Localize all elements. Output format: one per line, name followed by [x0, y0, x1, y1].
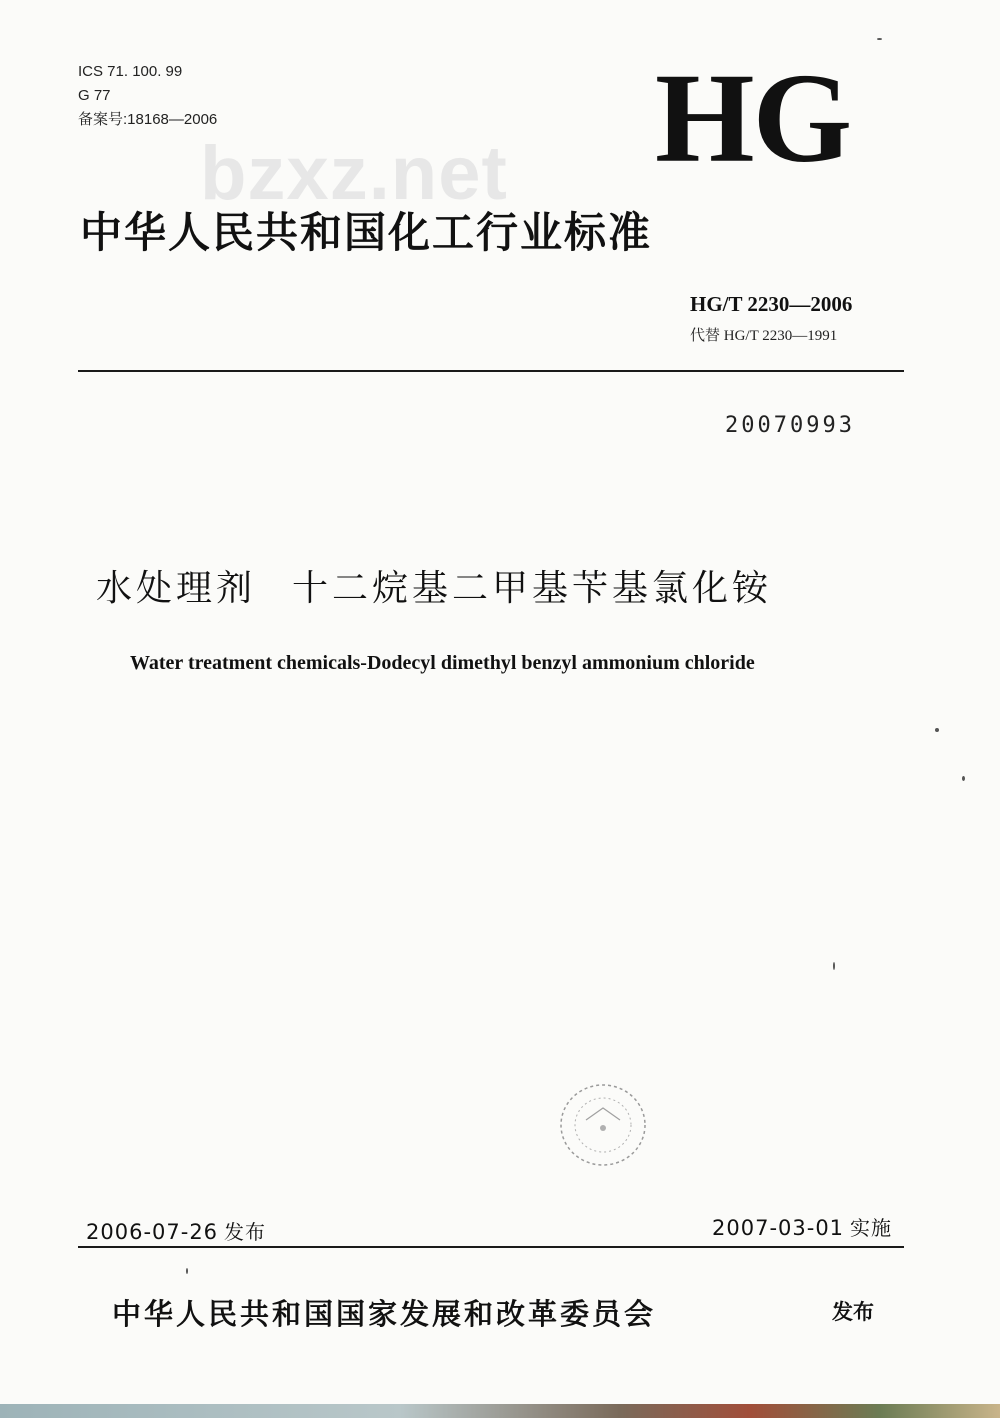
bottom-divider — [78, 1246, 904, 1248]
org-title: 中华人民共和国化工行业标准 — [80, 208, 653, 257]
ccs-code: G 77 — [78, 87, 111, 104]
title-cn-product: 十二烷基二甲基苄基氯化铵 — [292, 568, 773, 609]
standard-number: HG/T 2230—2006 — [690, 292, 853, 316]
watermark: bzxz.net — [200, 131, 508, 216]
document-title-cn — [96, 560, 916, 611]
seal-stamp-icon — [556, 1080, 650, 1170]
scan-speck — [877, 38, 882, 40]
ics-code: ICS 71. 100. 99 — [78, 63, 183, 80]
top-divider — [78, 370, 904, 372]
scan-bottom-edge — [0, 1404, 1000, 1418]
effective-date — [712, 1212, 892, 1241]
issuing-authority-suffix: 发布 — [832, 1300, 874, 1324]
scan-speck — [935, 728, 939, 732]
record-number: 备案号:18168—2006 — [78, 111, 218, 128]
issuing-authority: 中华人民共和国国家发展和改革委员会 — [112, 1297, 657, 1331]
title-cn-category: 水处理剂 — [96, 568, 257, 609]
effective-date-value: 2007-03-01 — [712, 1216, 845, 1240]
hg-logo: HG — [655, 47, 851, 189]
effective-date-suffix: 实施 — [850, 1216, 893, 1240]
stamp-number: 20070993 — [725, 413, 855, 438]
scan-speck — [186, 1268, 188, 1274]
issue-date — [86, 1216, 266, 1245]
issue-date-suffix: 发布 — [224, 1220, 267, 1244]
document-title-en: Water treatment chemicals-Dodecyl dimethyl benzyl ammonium chloride — [130, 652, 755, 674]
classification-meta — [78, 60, 217, 132]
replaces-standard: 代替 HG/T 2230—1991 — [690, 328, 838, 344]
scan-speck — [833, 962, 835, 970]
issue-date-value: 2006-07-26 — [86, 1220, 219, 1244]
scan-speck — [962, 776, 965, 781]
